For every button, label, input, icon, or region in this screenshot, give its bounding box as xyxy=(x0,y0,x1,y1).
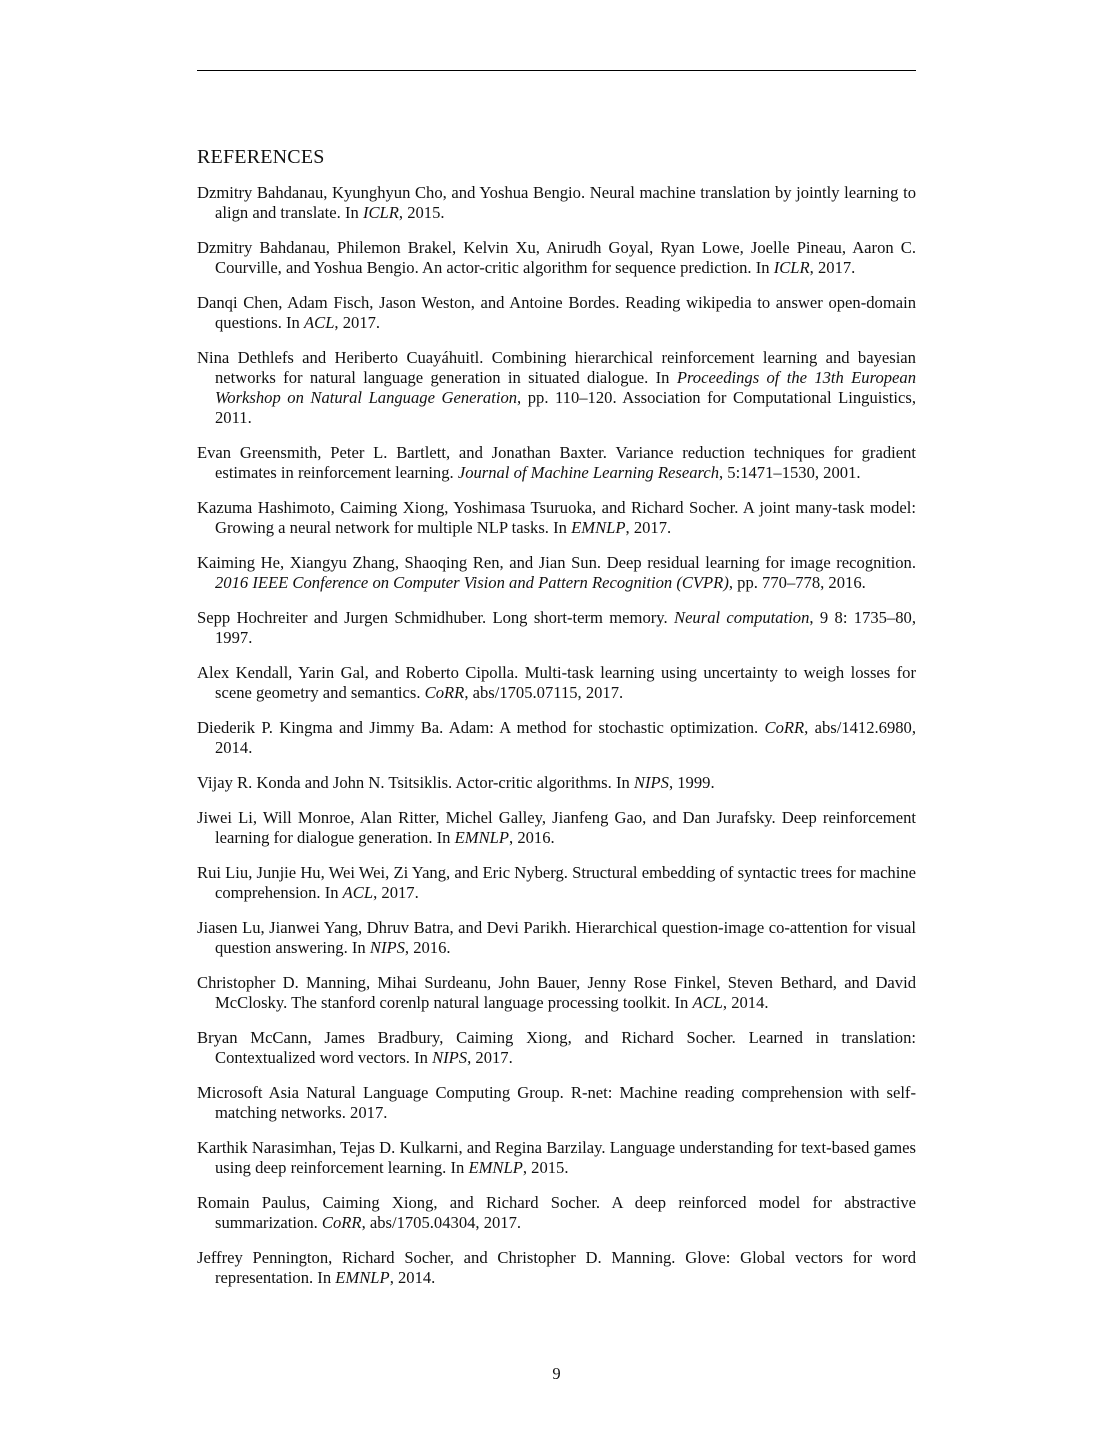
reference-title: Deep residual learning for image recognition. xyxy=(606,553,916,572)
reference-in: In xyxy=(414,1048,428,1067)
reference-details: , abs/1705.04304, 2017. xyxy=(361,1213,522,1232)
reference-title: An actor-critic algorithm for sequence prediction. xyxy=(421,258,752,277)
reference-authors: Kazuma Hashimoto, Caiming Xiong, Yoshimasa Tsuruoka, and Richard Socher. xyxy=(197,498,739,517)
reference-details: , pp. 770–778, 2016. xyxy=(728,573,866,592)
reference-list xyxy=(197,183,916,1303)
reference-details: , 2017. xyxy=(809,258,856,277)
reference-venue: NIPS xyxy=(369,938,405,957)
page-number: 9 xyxy=(552,1364,561,1383)
reference-title: Actor-critic algorithms. xyxy=(455,773,612,792)
reference-in: In xyxy=(324,883,339,902)
reference-entry xyxy=(197,773,916,793)
reference-title: R-net: Machine reading comprehension with self-matching networks. xyxy=(215,1083,916,1122)
reference-in: In xyxy=(344,203,359,222)
reference-authors: Rui Liu, Junjie Hu, Wei Wei, Zi Yang, and Eric Nyberg. xyxy=(197,863,568,882)
reference-details: , 2016. xyxy=(404,938,451,957)
section-heading xyxy=(197,146,325,169)
reference-title: The stanford corenlp natural language processing toolkit. xyxy=(291,993,671,1012)
reference-authors: Jiasen Lu, Jianwei Yang, Dhruv Batra, and Devi Parikh. xyxy=(197,918,571,937)
reference-in: In xyxy=(436,828,451,847)
reference-authors: Alex Kendall, Yarin Gal, and Roberto Cipolla. xyxy=(197,663,519,682)
reference-venue: ICLR xyxy=(362,203,399,222)
reference-details: , 5:1471–1530, 2001. xyxy=(719,463,861,482)
reference-entry xyxy=(197,1083,916,1123)
reference-entry xyxy=(197,498,916,538)
reference-in: In xyxy=(351,938,366,957)
reference-entry xyxy=(197,348,916,428)
reference-entry xyxy=(197,863,916,903)
reference-in: In xyxy=(655,368,670,387)
reference-title: Variance reduction techniques for gradient estimates in reinforcement learning. xyxy=(215,443,916,482)
reference-venue: Journal of Machine Learning Research xyxy=(457,463,719,482)
reference-entry xyxy=(197,293,916,333)
reference-entry xyxy=(197,443,916,483)
reference-details: , abs/1705.07115, 2017. xyxy=(464,683,624,702)
reference-title: Deep reinforcement learning for dialogue generation. xyxy=(215,808,916,847)
reference-details: , 2017. xyxy=(625,518,672,537)
reference-authors: Jeffrey Pennington, Richard Socher, and Christopher D. Manning. xyxy=(197,1248,676,1267)
reference-authors: Karthik Narasimhan, Tejas D. Kulkarni, and Regina Barzilay. xyxy=(197,1138,606,1157)
reference-authors: Christopher D. Manning, Mihai Surdeanu, John Bauer, Jenny Rose Finkel, Steven Bethard, and David McClosky. xyxy=(197,973,916,1012)
reference-authors: Evan Greensmith, Peter L. Bartlett, and Jonathan Baxter. xyxy=(197,443,607,462)
reference-venue: ACL xyxy=(692,993,723,1012)
reference-venue: ACL xyxy=(342,883,374,902)
reference-details: , 2015. xyxy=(522,1158,569,1177)
reference-venue: 2016 IEEE Conference on Computer Vision and Pattern Recognition (CVPR) xyxy=(215,573,729,592)
reference-details: , 2016. xyxy=(509,828,555,847)
reference-title: Adam: A method for stochastic optimization. xyxy=(448,718,759,737)
reference-authors: Jiwei Li, Will Monroe, Alan Ritter, Michel Galley, Jianfeng Gao, and Dan Jurafsky. xyxy=(197,808,776,827)
reference-authors: Dzmitry Bahdanau, Philemon Brakel, Kelvin Xu, Anirudh Goyal, Ryan Lowe, Joelle Pineau, Aaron C. Courville, and Yoshua Bengio. xyxy=(197,238,916,277)
reference-entry xyxy=(197,918,916,958)
reference-venue: Neural computation xyxy=(674,608,810,627)
header-rule xyxy=(197,70,916,71)
reference-entry xyxy=(197,1138,916,1178)
reference-entry xyxy=(197,808,916,848)
reference-venue: CoRR xyxy=(764,718,805,737)
reference-details: , 2017. xyxy=(467,1048,513,1067)
reference-venue: EMNLP xyxy=(571,518,626,537)
reference-authors: Bryan McCann, James Bradbury, Caiming Xiong, and Richard Socher. xyxy=(197,1028,736,1047)
reference-authors: Diederik P. Kingma and Jimmy Ba. xyxy=(197,718,444,737)
reference-details: , 1999. xyxy=(668,773,715,792)
reference-details: 2017. xyxy=(350,1103,388,1122)
reference-entry xyxy=(197,553,916,593)
reference-title: Hierarchical question-image co-attention for visual question answering. xyxy=(215,918,916,957)
reference-venue: EMNLP xyxy=(468,1158,523,1177)
reference-venue: Proceedings of the 13th European Workshop on Natural Language Generation xyxy=(215,368,916,407)
reference-title: Language understanding for text-based games using deep reinforcement learning. xyxy=(215,1138,916,1177)
reference-in: In xyxy=(755,258,770,277)
reference-authors: Romain Paulus, Caiming Xiong, and Richard Socher. xyxy=(197,1193,601,1212)
reference-title: A joint many-task model: Growing a neural network for multiple NLP tasks. xyxy=(215,498,916,537)
reference-in: In xyxy=(674,993,689,1012)
reference-title: Learned in translation: Contextualized word vectors. xyxy=(215,1028,916,1067)
reference-authors: Nina Dethlefs and Heriberto Cuayáhuitl. xyxy=(197,348,484,367)
reference-details: , 2014. xyxy=(722,993,769,1012)
reference-title: Neural machine translation by jointly learning to align and translate. xyxy=(215,183,916,222)
reference-entry xyxy=(197,1248,916,1288)
reference-details: , abs/1412.6980, 2014. xyxy=(215,718,917,757)
section-heading-text: REFERENCES xyxy=(197,146,325,168)
reference-venue: ICLR xyxy=(773,258,810,277)
reference-details: , 2014. xyxy=(389,1268,436,1287)
reference-authors: Dzmitry Bahdanau, Kyunghyun Cho, and Yoshua Bengio. xyxy=(197,183,586,202)
reference-venue: ACL xyxy=(303,313,335,332)
reference-details: , 2017. xyxy=(373,883,419,902)
reference-entry xyxy=(197,663,916,703)
reference-authors: Danqi Chen, Adam Fisch, Jason Weston, and Antoine Bordes. xyxy=(197,293,620,312)
reference-title: Combining hierarchical reinforcement learning and bayesian networks for natural language generation in situated dialogue. xyxy=(215,348,916,387)
reference-title: Glove: Global vectors for word representation. xyxy=(215,1248,916,1287)
reference-venue: EMNLP xyxy=(454,828,510,847)
reference-title: Multi-task learning using uncertainty to weigh losses for scene geometry and semantics. xyxy=(215,663,916,702)
reference-authors: Sepp Hochreiter and Jurgen Schmidhuber. xyxy=(197,608,487,627)
reference-entry xyxy=(197,1028,916,1068)
reference-venue: CoRR xyxy=(321,1213,362,1232)
reference-in: In xyxy=(317,1268,332,1287)
reference-entry xyxy=(197,718,916,758)
reference-in: In xyxy=(553,518,567,537)
reference-venue: EMNLP xyxy=(335,1268,390,1287)
reference-venue: CoRR xyxy=(424,683,465,702)
reference-authors: Microsoft Asia Natural Language Computing Group. xyxy=(197,1083,564,1102)
reference-details: , 9 8: 1735–80, 1997. xyxy=(215,608,916,647)
reference-authors: Vijay R. Konda and John N. Tsitsiklis. xyxy=(197,773,453,792)
reference-details: , 2017. xyxy=(334,313,381,332)
reference-venue: NIPS xyxy=(633,773,669,792)
reference-authors: Kaiming He, Xiangyu Zhang, Shaoqing Ren, and Jian Sun. xyxy=(197,553,602,572)
reference-in: In xyxy=(615,773,630,792)
reference-details: , 2015. xyxy=(398,203,445,222)
reference-entry xyxy=(197,608,916,648)
reference-title: Long short-term memory. xyxy=(492,608,668,627)
reference-entry xyxy=(197,183,916,223)
reference-title: Reading wikipedia to answer open-domain questions. xyxy=(215,293,916,332)
reference-venue: NIPS xyxy=(432,1048,468,1067)
reference-entry xyxy=(197,973,916,1013)
reference-in: In xyxy=(450,1158,465,1177)
reference-title: A deep reinforced model for abstractive summarization. xyxy=(215,1193,916,1232)
reference-title: Structural embedding of syntactic trees for machine comprehension. xyxy=(215,863,917,902)
reference-details: , pp. 110–120. Association for Computational Linguistics, 2011. xyxy=(215,388,916,427)
reference-entry xyxy=(197,1193,916,1233)
reference-in: In xyxy=(286,313,300,332)
reference-entry xyxy=(197,238,916,278)
